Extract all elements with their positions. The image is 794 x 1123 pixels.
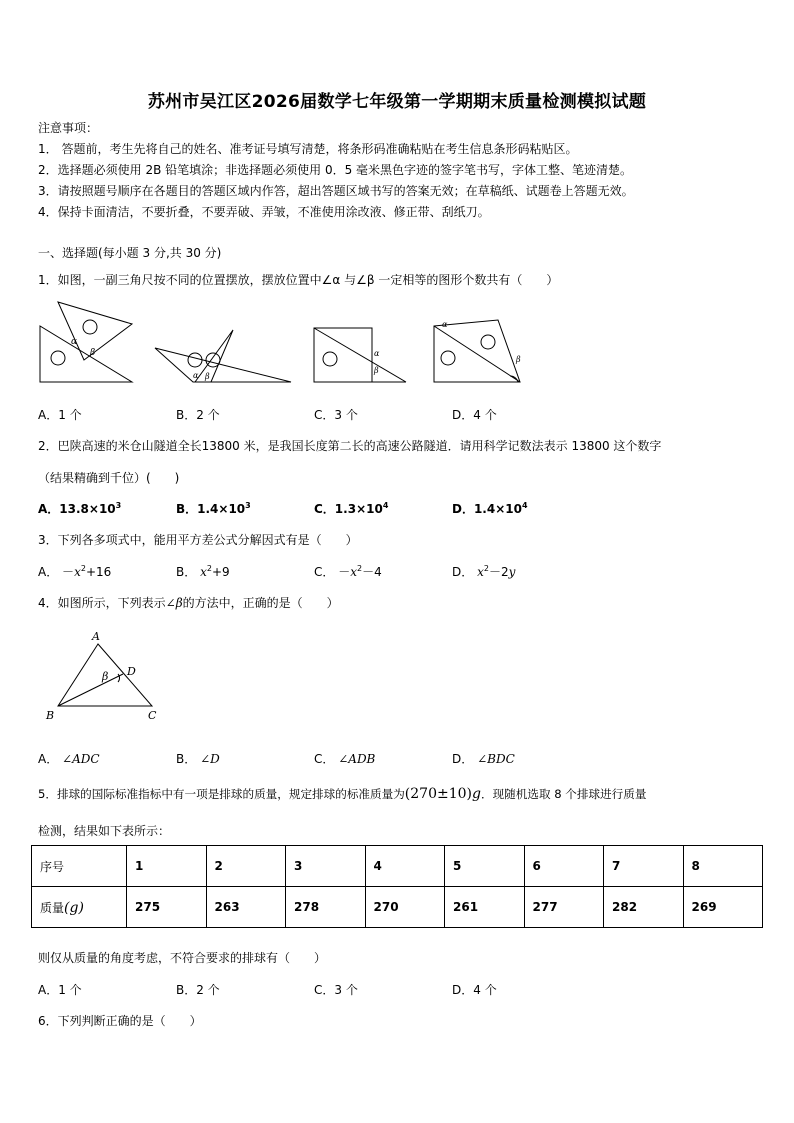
alpha-label: α: [193, 371, 199, 380]
table-cell: 1: [127, 846, 207, 887]
notice-item-3: 3．请按照题号顺序在各题目的答题区域内作答，超出答题区域书写的答案无效；在草稿纸、试题卷上答题无效。: [38, 184, 634, 198]
q2-option-b: B．$1.4\times 10^3$: [176, 501, 251, 516]
table-row: [32, 846, 763, 887]
table-cell: 282: [604, 887, 684, 928]
notice-item-4: 4．保持卡面清洁，不要折叠，不要弄破、弄皱，不准使用涂改液、修正带、刮纸刀。: [38, 205, 490, 219]
beta-label: β: [90, 348, 96, 358]
question-1-stem: 1．如图，一副三角尺按不同的位置摆放，摆放位置中∠α 与∠β 一定相等的图形个数共有（ ）: [38, 273, 559, 287]
q5-option-d: D．4 个: [452, 983, 497, 997]
beta-label: β: [516, 355, 521, 364]
q1-option-d: D．4 个: [452, 408, 497, 422]
q4-triangle-figure: [44, 630, 164, 724]
alpha-label: α: [374, 349, 380, 358]
q1-option-a: A．1 个: [38, 408, 82, 422]
table-row: [32, 887, 763, 928]
q1-option-c: C．3 个: [314, 408, 358, 422]
question-4-stem: 4．如图所示，下列表示∠β的方法中，正确的是（ ）: [38, 596, 339, 610]
q2-option-c: C．$1.3\times 10^4$: [314, 501, 389, 516]
notice-item-1: 1． 答题前，考生先将自己的姓名、准考证号填写清楚，将条形码准确粘贴在考生信息条形码粘贴区。: [38, 142, 578, 156]
q5-option-a: A．1 个: [38, 983, 82, 997]
mass-table: [31, 845, 763, 928]
question-5-followup: 则仅从质量的角度考虑，不符合要求的排球有（ ）: [38, 951, 327, 965]
q3-option-c: C． $-x^2-4$: [314, 564, 382, 579]
q4-option-b: B． ∠D: [176, 752, 220, 766]
q4-option-a: A． ∠ADC: [38, 752, 100, 766]
q1-figure-2: [153, 326, 293, 384]
table-header-cell: 质量(g): [32, 887, 127, 928]
vertex-c-label: C: [148, 709, 157, 722]
q3-option-b: B． $x^2+9$: [176, 564, 230, 579]
point-d-label: D: [127, 665, 136, 678]
table-cell: 3: [286, 846, 366, 887]
page-title: 苏州市吴江区2026届数学七年级第一学期期末质量检测模拟试题: [147, 92, 647, 112]
q3-option-d: D． $x^2-2y$: [452, 564, 516, 579]
table-header-cell: 序号: [32, 846, 127, 887]
table-cell: 269: [683, 887, 763, 928]
q1-figure-1: [38, 300, 134, 384]
beta-label: β: [102, 670, 109, 683]
q1-option-b: B．2 个: [176, 408, 220, 422]
alpha-label: α: [442, 320, 448, 329]
q1-figure-3: [312, 326, 408, 384]
table-cell: 2: [206, 846, 286, 887]
table-cell: 278: [286, 887, 366, 928]
q2-option-a: A．$13.8\times 10^3$: [38, 501, 122, 516]
question-2-stem: 2．巴陕高速的米仓山隧道全长13800 米，是我国长度第二长的高速公路隧道．请用科学记数法表示 13800 这个数字: [38, 439, 662, 453]
notice-heading: 注意事项：: [38, 121, 99, 135]
beta-label: β: [205, 372, 210, 381]
question-5-stem: 5．排球的国际标准指标中有一项是排球的质量，规定排球的标准质量为(270±10)g．现随机选取 8 个排球进行质量: [38, 786, 647, 802]
q1-figure-4: [432, 318, 528, 384]
table-cell: 6: [524, 846, 604, 887]
table-cell: 7: [604, 846, 684, 887]
q5-option-b: B．2 个: [176, 983, 220, 997]
question-6-stem: 6．下列判断正确的是（ ）: [38, 1014, 202, 1028]
table-cell: 270: [365, 887, 445, 928]
table-cell: 261: [445, 887, 525, 928]
table-cell: 8: [683, 846, 763, 887]
table-cell: 4: [365, 846, 445, 887]
vertex-b-label: B: [46, 709, 55, 722]
question-3-stem: 3．下列各多项式中，能用平方差公式分解因式有是（ ）: [38, 533, 358, 547]
table-cell: 275: [127, 887, 207, 928]
table-cell: 277: [524, 887, 604, 928]
beta-label: β: [374, 366, 379, 375]
q3-option-a: A． $-x^2+16$: [38, 564, 112, 579]
table-cell: 5: [445, 846, 525, 887]
q4-option-c: C． ∠ADB: [314, 752, 376, 766]
question-5-stem-cont: 检测，结果如下表所示：: [38, 824, 171, 838]
q2-option-d: D．$1.4\times 10^4$: [452, 501, 528, 516]
table-cell: 263: [206, 887, 286, 928]
notice-item-2: 2．选择题必须使用 2B 铅笔填涂；非选择题必须使用 0．5 毫米黑色字迹的签字笔书写，字体工整、笔迹清楚。: [38, 163, 633, 177]
alpha-label: α: [71, 337, 78, 347]
q5-option-c: C．3 个: [314, 983, 358, 997]
question-2-stem-cont: （结果精确到千位）( ): [38, 471, 180, 485]
section-heading: 一、选择题(每小题 3 分,共 30 分): [38, 246, 222, 260]
q4-option-d: D． ∠BDC: [452, 752, 515, 766]
vertex-a-label: A: [92, 630, 100, 643]
